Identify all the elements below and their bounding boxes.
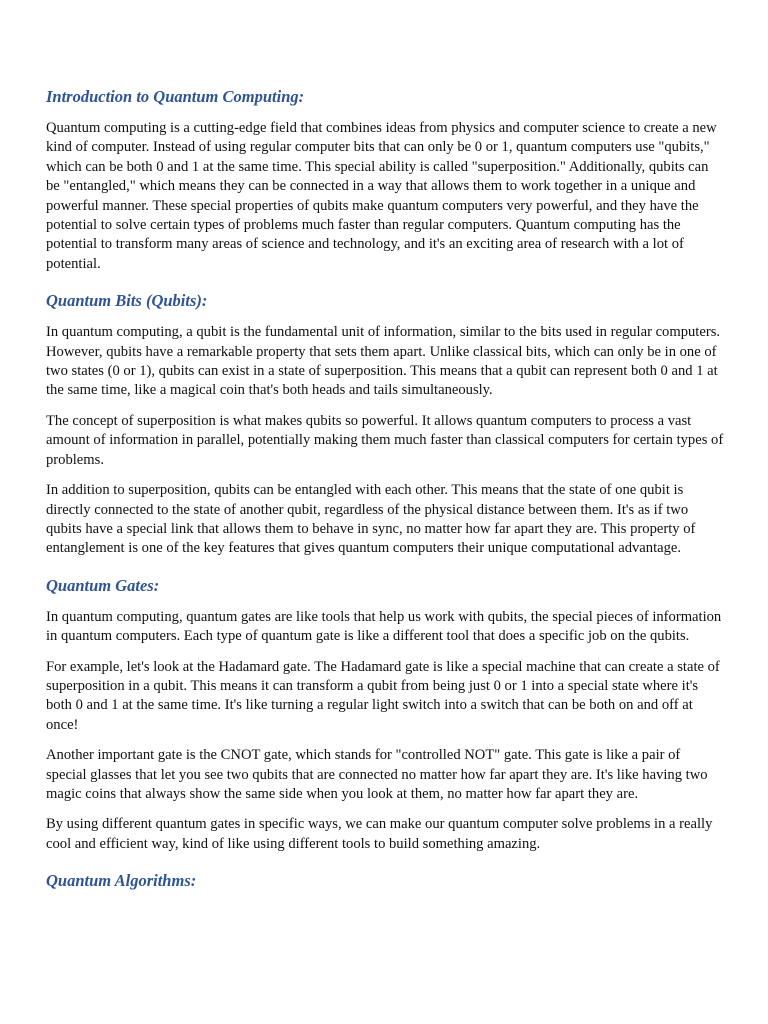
section-heading-introduction: Introduction to Quantum Computing: bbox=[46, 87, 305, 106]
paragraph: In addition to superposition, qubits can be entangled with each other. This means that the state of one qubit is directly connected to the state of another qubit, regardless of the physical distance between them. It's as if two qubits have a special link that allows them to behave in sync, no matter how far apart they are. This property of entanglement is one of the key features that gives quantum computers their unique computational advantage. bbox=[46, 482, 696, 557]
section-heading-quantum-gates: Quantum Gates: bbox=[46, 575, 160, 595]
paragraph: In quantum computing, a qubit is the fundamental unit of information, similar to the bits used in regular computers. However, qubits have a remarkable property that sets them apart. Unlike classical bits, which can only be in one of two states (0 or 1), qubits can exist in a state of superposition. This means that a qubit can represent both 0 and 1 at the same time, like a magical coin that's both heads and tails simultaneously. bbox=[46, 324, 721, 399]
section-heading-quantum-algorithms: Quantum Algorithms: bbox=[46, 871, 197, 891]
paragraph: In quantum computing, quantum gates are like tools that help us work with qubits, the special pieces of information in quantum computers. Each type of quantum gate is like a different tool that does a specific job on the qubits. bbox=[46, 608, 722, 645]
paragraph: The concept of superposition is what makes qubits so powerful. It allows quantum computers to process a vast amount of information in parallel, potentially making them much faster than classical computers for certain types of problems. bbox=[46, 412, 724, 468]
paragraph: By using different quantum gates in specific ways, we can make our quantum computer solve problems in a really cool and efficient way, kind of like using different tools to build something amazing. bbox=[46, 816, 713, 852]
section-heading-qubits: Quantum Bits (Qubits): bbox=[46, 291, 208, 311]
paragraph: Another important gate is the CNOT gate, which stands for "controlled NOT" gate. This gate is like a pair of special glasses that let you see two qubits that are connected no matter how far apart they are. It's like having two magic coins that always show the same side when you look at them, no matter how far apart they are. bbox=[46, 747, 708, 802]
paragraph: Quantum computing is a cutting-edge field that combines ideas from physics and computer science to create a new kind of computer. Instead of using regular computer bits that can only be 0 or 1, quantum computers use "qubits," which can be both 0 and 1 at the same time. This special ability is called "superposition." Additionally, qubits can be "entangled," which means they can be connected in a way that allows them to work together in a unique and powerful manner. These special properties of qubits make quantum computers very powerful, and they have the potential to solve certain types of problems much faster than regular computers. Quantum computing has the potential to transform many areas of science and technology, and it's an exciting area of research with a lot of potential. bbox=[46, 120, 717, 272]
paragraph: For example, let's look at the Hadamard gate. The Hadamard gate is like a special machine that can create a state of superposition in a qubit. This means it can transform a qubit from being just 0 or 1 into a special state where it's both 0 and 1 at the same time. It's like turning a regular light switch into a switch that can be both on and off at once! bbox=[46, 658, 720, 733]
